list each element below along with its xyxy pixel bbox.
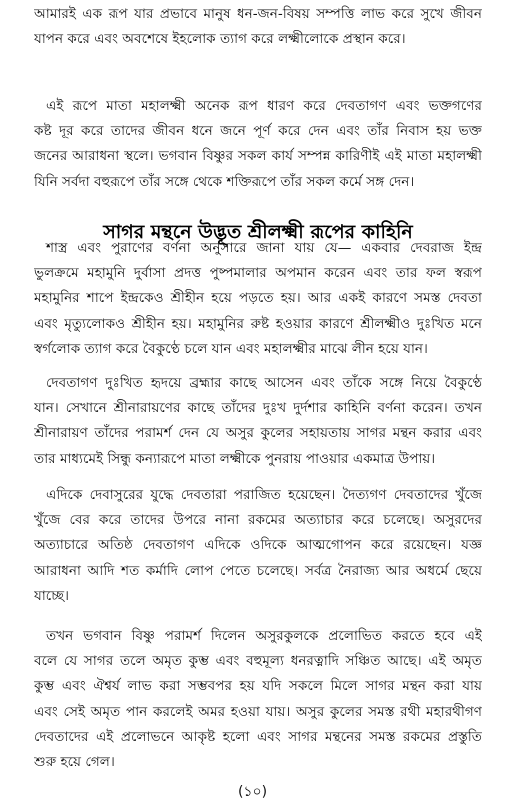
- text-line: কষ্ট দূর করে তাদের জীবন ধনে জনে পূর্ণ করে দেন এবং তাঁর নিবাস হয় ভক্ত: [34, 123, 482, 140]
- text-line: ভুলক্রমে মহামুনি দুর্বাসা প্রদত্ত পুষ্পমালার অপমান করেন এবং তার ফল স্বরূপ: [34, 265, 482, 282]
- text-line: তার মাধ্যমেই সিন্ধু কন্যারূপে মাতা লক্ষ্মীকে পুনরায় পাওয়ার একমাত্র উপায়।: [34, 450, 436, 467]
- text-line: আমারই এক রূপ যার প্রভাবে মানুষ ধন-জন-বিষয় সম্পত্তি লাভ করে সুখে জীবন: [34, 6, 482, 22]
- text-line: শাস্ত্র এবং পুরাণের বর্ণনা অনুসারে জানা যায় যে— একবার দেবরাজ ইন্দ্র: [46, 240, 482, 256]
- page-number: (১০): [237, 784, 268, 800]
- text-line: মহামুনির শাপে ইন্দ্রকেও শ্রীহীন হয়ে পড়তে হয়। আর একই কারণে সমস্ত দেবতা: [34, 290, 482, 307]
- text-line: যিনি সর্বদা বহুরূপে তাঁর সঙ্গে থেকে শক্তিরূপে তাঁর সকল কর্মে সঙ্গ দেন।: [34, 173, 415, 190]
- text-line: যাচ্ছে।: [34, 587, 69, 604]
- paragraph-4: [34, 371, 482, 472]
- text-line: আরাধনা আদি শত কর্মাদি লোপ পেতে চলেছে। সর্বত্র নৈরাজ্য আর অধর্মে ছেয়ে: [34, 562, 482, 579]
- paragraph-5: [34, 483, 482, 609]
- section-heading: সাগর মন্থনে উদ্ভূত শ্রীলক্ষ্মী রূপের কাহিনি: [103, 220, 413, 243]
- text-line: এবং সেই অমৃত পান করলেই অমর হওয়া যায়। অসুর কুলের সমস্ত রথী মহারথীগণ: [34, 703, 482, 720]
- text-line: দেবতাগণ দুঃখিত হৃদয়ে ব্রহ্মার কাছে আসেন এবং তাঁকে সঙ্গে নিয়ে বৈকুণ্ঠে: [46, 375, 482, 391]
- paragraph-1: [34, 2, 482, 52]
- text-line: শুরু হয়ে গেল।: [34, 754, 115, 771]
- paragraph-6: [34, 624, 482, 775]
- text-line: কুম্ভ এবং ঐশ্বর্য লাভ করা সম্ভবপর হয় যদি সকলে মিলে সাগর মন্থন করা যায়: [34, 678, 482, 695]
- text-line: এবং মৃত্যুলোকও শ্রীহীন হয়। মহামুনির রুষ্ট হওয়ার কারণে শ্রীলক্ষ্মীও দুঃখিত মনে: [34, 315, 482, 332]
- paragraph-3: [34, 236, 482, 362]
- text-line: স্বর্গলোক ত্যাগ করে বৈকুণ্ঠে চলে যান এবং মহালক্ষ্মীর মাঝে লীন হয়ে যান।: [34, 340, 428, 357]
- text-line: এদিকে দেবাসুরের যুদ্ধে দেবতারা পরাজিত হয়েছেন। দৈত্যগণ দেবতাদের খুঁজে: [46, 487, 482, 503]
- text-line: যান। সেখানে শ্রীনারায়ণের কাছে তাঁদের দুঃখ দুর্দশার কাহিনি বর্ণনা করেন। তখন: [34, 400, 482, 417]
- text-line: জনের আরাধনা স্থলে। ভগবান বিষ্ণুর সকল কার্য সম্পন্ন কারিণীই এই মাতা মহালক্ষ্মী: [34, 148, 482, 165]
- text-line: এই রূপে মাতা মহালক্ষ্মী অনেক রূপ ধারণ করে দেবতাগণ এবং ভক্তগণের: [46, 98, 482, 114]
- text-line: খুঁজে বের করে তাদের উপরে নানা রকমের অত্যাচার করে চলেছে। অসুরদের: [34, 512, 482, 529]
- text-line: অত্যাচারে অতিষ্ঠ দেবতাগণ এদিকে ওদিকে আত্মগোপন করে রয়েছেন। যজ্ঞ: [34, 537, 482, 554]
- text-line: তখন ভগবান বিষ্ণু পরামর্শ দিলেন অসুরকুলকে প্রলোভিত করতে হবে এই: [46, 628, 482, 644]
- text-line: যাপন করে এবং অবশেষে ইহলোক ত্যাগ করে লক্ষ্মীলোকে প্রস্থান করে।: [34, 31, 406, 48]
- text-line: শ্রীনারায়ণ তাঁদের পরামর্শ দেন যে অসুর কুলের সহায়তায় সাগর মন্থন করার এবং: [34, 425, 482, 442]
- paragraph-2: [34, 94, 482, 195]
- text-line: বলে যে সাগর তলে অমৃত কুম্ভ এবং বহুমূল্য ধনরত্নাদি সঞ্চিত আছে। এই অমৃত: [34, 653, 482, 670]
- text-line: দেবতাদের এই প্রলোভনে আকৃষ্ট হলো এবং সাগর মন্থনের সমস্ত রকমের প্রস্তুতি: [34, 728, 482, 745]
